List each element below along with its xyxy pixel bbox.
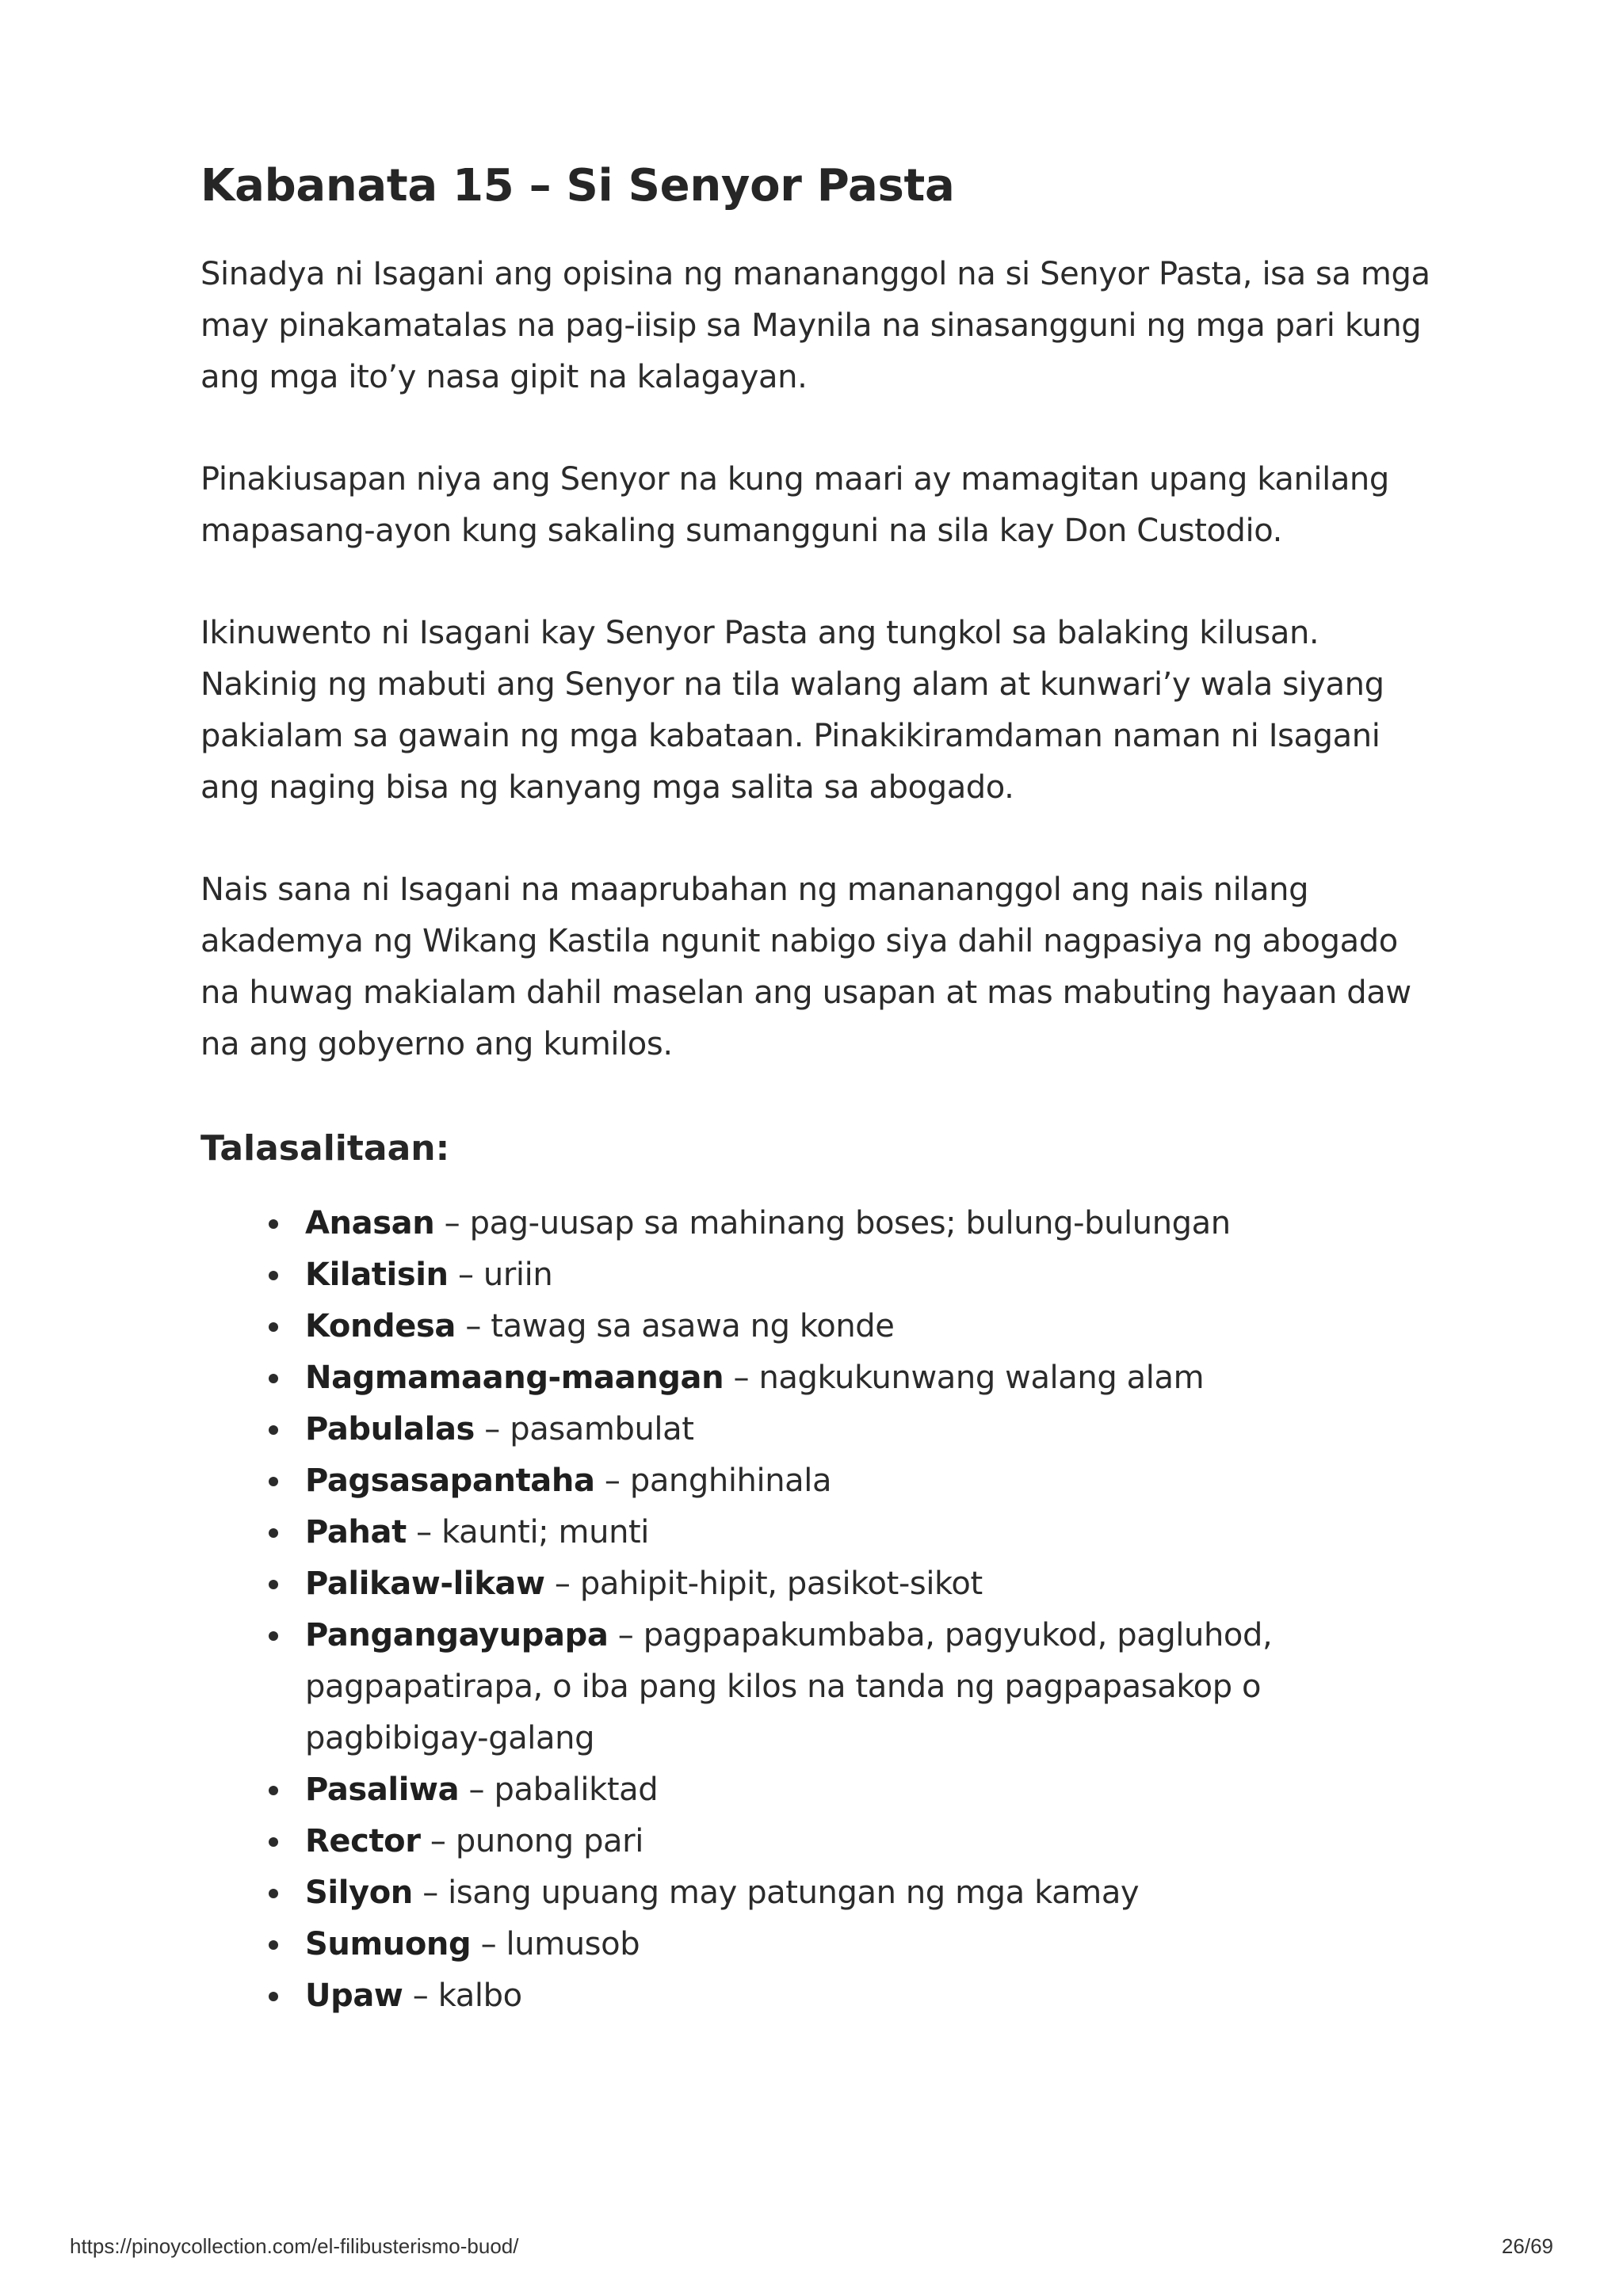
glossary-item bbox=[305, 1198, 1437, 1249]
glossary-term: Kondesa bbox=[305, 1308, 456, 1345]
glossary-item bbox=[305, 1558, 1437, 1610]
glossary-definition: pag-uusap sa mahinang boses; bulung-bulungan bbox=[469, 1205, 1231, 1242]
glossary-definition: kaunti; munti bbox=[441, 1514, 650, 1551]
glossary-heading: Talasalitaan: bbox=[200, 1128, 450, 1169]
bullet-icon bbox=[269, 1374, 278, 1383]
article-content bbox=[200, 158, 1437, 2022]
glossary-term: Upaw bbox=[305, 1978, 403, 2015]
paragraph-1: Sinadya ni Isagani ang opisina ng manananggol na si Senyor Pasta, isa sa mga may pinakamatalas na pag-iisip sa Maynila na sinasangguni ng mga pari kung ang mga ito’y nasa gipit na kalagayan. bbox=[200, 256, 1430, 395]
page-title: Kabanata 15 – Si Senyor Pasta bbox=[200, 160, 955, 212]
bullet-icon bbox=[269, 1219, 278, 1229]
glossary-separator: – bbox=[444, 1205, 460, 1242]
glossary-item bbox=[305, 1610, 1437, 1764]
glossary-definition: pagpapakumbaba, pagyukod, pagluhod, pagpapatirapa, o iba pang kilos na tanda ng pagpapasakop o pagbibigay-galang bbox=[305, 1617, 1273, 1757]
bullet-icon bbox=[269, 1992, 278, 2001]
glossary-separator: – bbox=[617, 1617, 634, 1654]
bullet-icon bbox=[269, 1528, 278, 1538]
glossary-definition: kalbo bbox=[437, 1978, 522, 2015]
glossary-definition: tawag sa asawa ng konde bbox=[491, 1308, 895, 1345]
glossary-term: Pabulalas bbox=[305, 1411, 475, 1448]
glossary-separator: – bbox=[422, 1875, 438, 1912]
paragraph-2: Pinakiusapan niya ang Senyor na kung maari ay mamagitan upang kanilang mapasang-ayon kung sakaling sumangguni na sila kay Don Custodio. bbox=[200, 461, 1389, 549]
glossary-separator: – bbox=[554, 1566, 571, 1603]
glossary-item bbox=[305, 1970, 1437, 2022]
glossary-separator: – bbox=[604, 1463, 621, 1500]
glossary-definition: panghihinala bbox=[629, 1463, 832, 1500]
glossary-item bbox=[305, 1507, 1437, 1558]
glossary-definition: nagkukunwang walang alam bbox=[758, 1360, 1205, 1397]
glossary-definition: pahipit-hipit, pasikot-sikot bbox=[579, 1566, 983, 1603]
glossary-separator: – bbox=[465, 1308, 481, 1345]
glossary-definition: lumusob bbox=[506, 1926, 640, 1963]
glossary-separator: – bbox=[412, 1978, 429, 2015]
bullet-icon bbox=[269, 1940, 278, 1950]
glossary-item bbox=[305, 1455, 1437, 1507]
bullet-icon bbox=[269, 1889, 278, 1898]
glossary-list bbox=[200, 1198, 1437, 2022]
glossary-item bbox=[305, 1816, 1437, 1867]
glossary-item bbox=[305, 1352, 1437, 1404]
glossary-item bbox=[305, 1249, 1437, 1301]
glossary-term: Rector bbox=[305, 1823, 421, 1860]
bullet-icon bbox=[269, 1322, 278, 1332]
glossary-term: Pangangayupapa bbox=[305, 1617, 609, 1654]
glossary-definition: uriin bbox=[483, 1257, 553, 1294]
footer-url: https://pinoycollection.com/el-filibusterismo-buod/ bbox=[70, 2234, 519, 2258]
glossary-separator: – bbox=[430, 1823, 446, 1860]
glossary-separator: – bbox=[468, 1772, 485, 1809]
glossary-term: Pasaliwa bbox=[305, 1772, 460, 1809]
paragraph-4: Nais sana ni Isagani na maaprubahan ng manananggol ang nais nilang akademya ng Wikang Kastila ngunit nabigo siya dahil nagpasiya ng abogado na huwag makialam dahil maselan ang usapan at mas mabuting hayaan daw na ang gobyerno ang kumilos. bbox=[200, 871, 1411, 1062]
glossary-term: Sumuong bbox=[305, 1926, 472, 1963]
bullet-icon bbox=[269, 1786, 278, 1795]
glossary-item bbox=[305, 1867, 1437, 1919]
bullet-icon bbox=[269, 1631, 278, 1641]
glossary-definition: pasambulat bbox=[510, 1411, 694, 1448]
bullet-icon bbox=[269, 1271, 278, 1280]
glossary-separator: – bbox=[484, 1411, 500, 1448]
glossary-item bbox=[305, 1919, 1437, 1970]
glossary-definition: isang upuang may patungan ng mga kamay bbox=[448, 1875, 1140, 1912]
glossary-item bbox=[305, 1404, 1437, 1455]
glossary-term: Nagmamaang-maangan bbox=[305, 1360, 724, 1397]
bullet-icon bbox=[269, 1837, 278, 1847]
glossary-separator: – bbox=[480, 1926, 497, 1963]
glossary-term: Anasan bbox=[305, 1205, 435, 1242]
paragraph-3: Ikinuwento ni Isagani kay Senyor Pasta ang tungkol sa balaking kilusan. Nakinig ng mabuti ang Senyor na tila walang alam at kunwari’y wala siyang pakialam sa gawain ng mga kabataan. Pinakikiramdaman naman ni Isagani ang naging bisa ng kanyang mga salita sa abogado. bbox=[200, 615, 1384, 806]
glossary-item bbox=[305, 1301, 1437, 1352]
glossary-item bbox=[305, 1764, 1437, 1816]
glossary-separator: – bbox=[416, 1514, 432, 1551]
glossary-term: Silyon bbox=[305, 1875, 413, 1912]
glossary-term: Pahat bbox=[305, 1514, 407, 1551]
glossary-separator: – bbox=[733, 1360, 750, 1397]
glossary-term: Pagsasapantaha bbox=[305, 1463, 595, 1500]
glossary-definition: punong pari bbox=[455, 1823, 643, 1860]
bullet-icon bbox=[269, 1425, 278, 1435]
bullet-icon bbox=[269, 1580, 278, 1589]
glossary-separator: – bbox=[457, 1257, 474, 1294]
glossary-term: Kilatisin bbox=[305, 1257, 449, 1294]
page-number: 26/69 bbox=[1501, 2234, 1553, 2258]
glossary-term: Palikaw-likaw bbox=[305, 1566, 545, 1603]
bullet-icon bbox=[269, 1477, 278, 1486]
glossary-definition: pabaliktad bbox=[494, 1772, 659, 1809]
